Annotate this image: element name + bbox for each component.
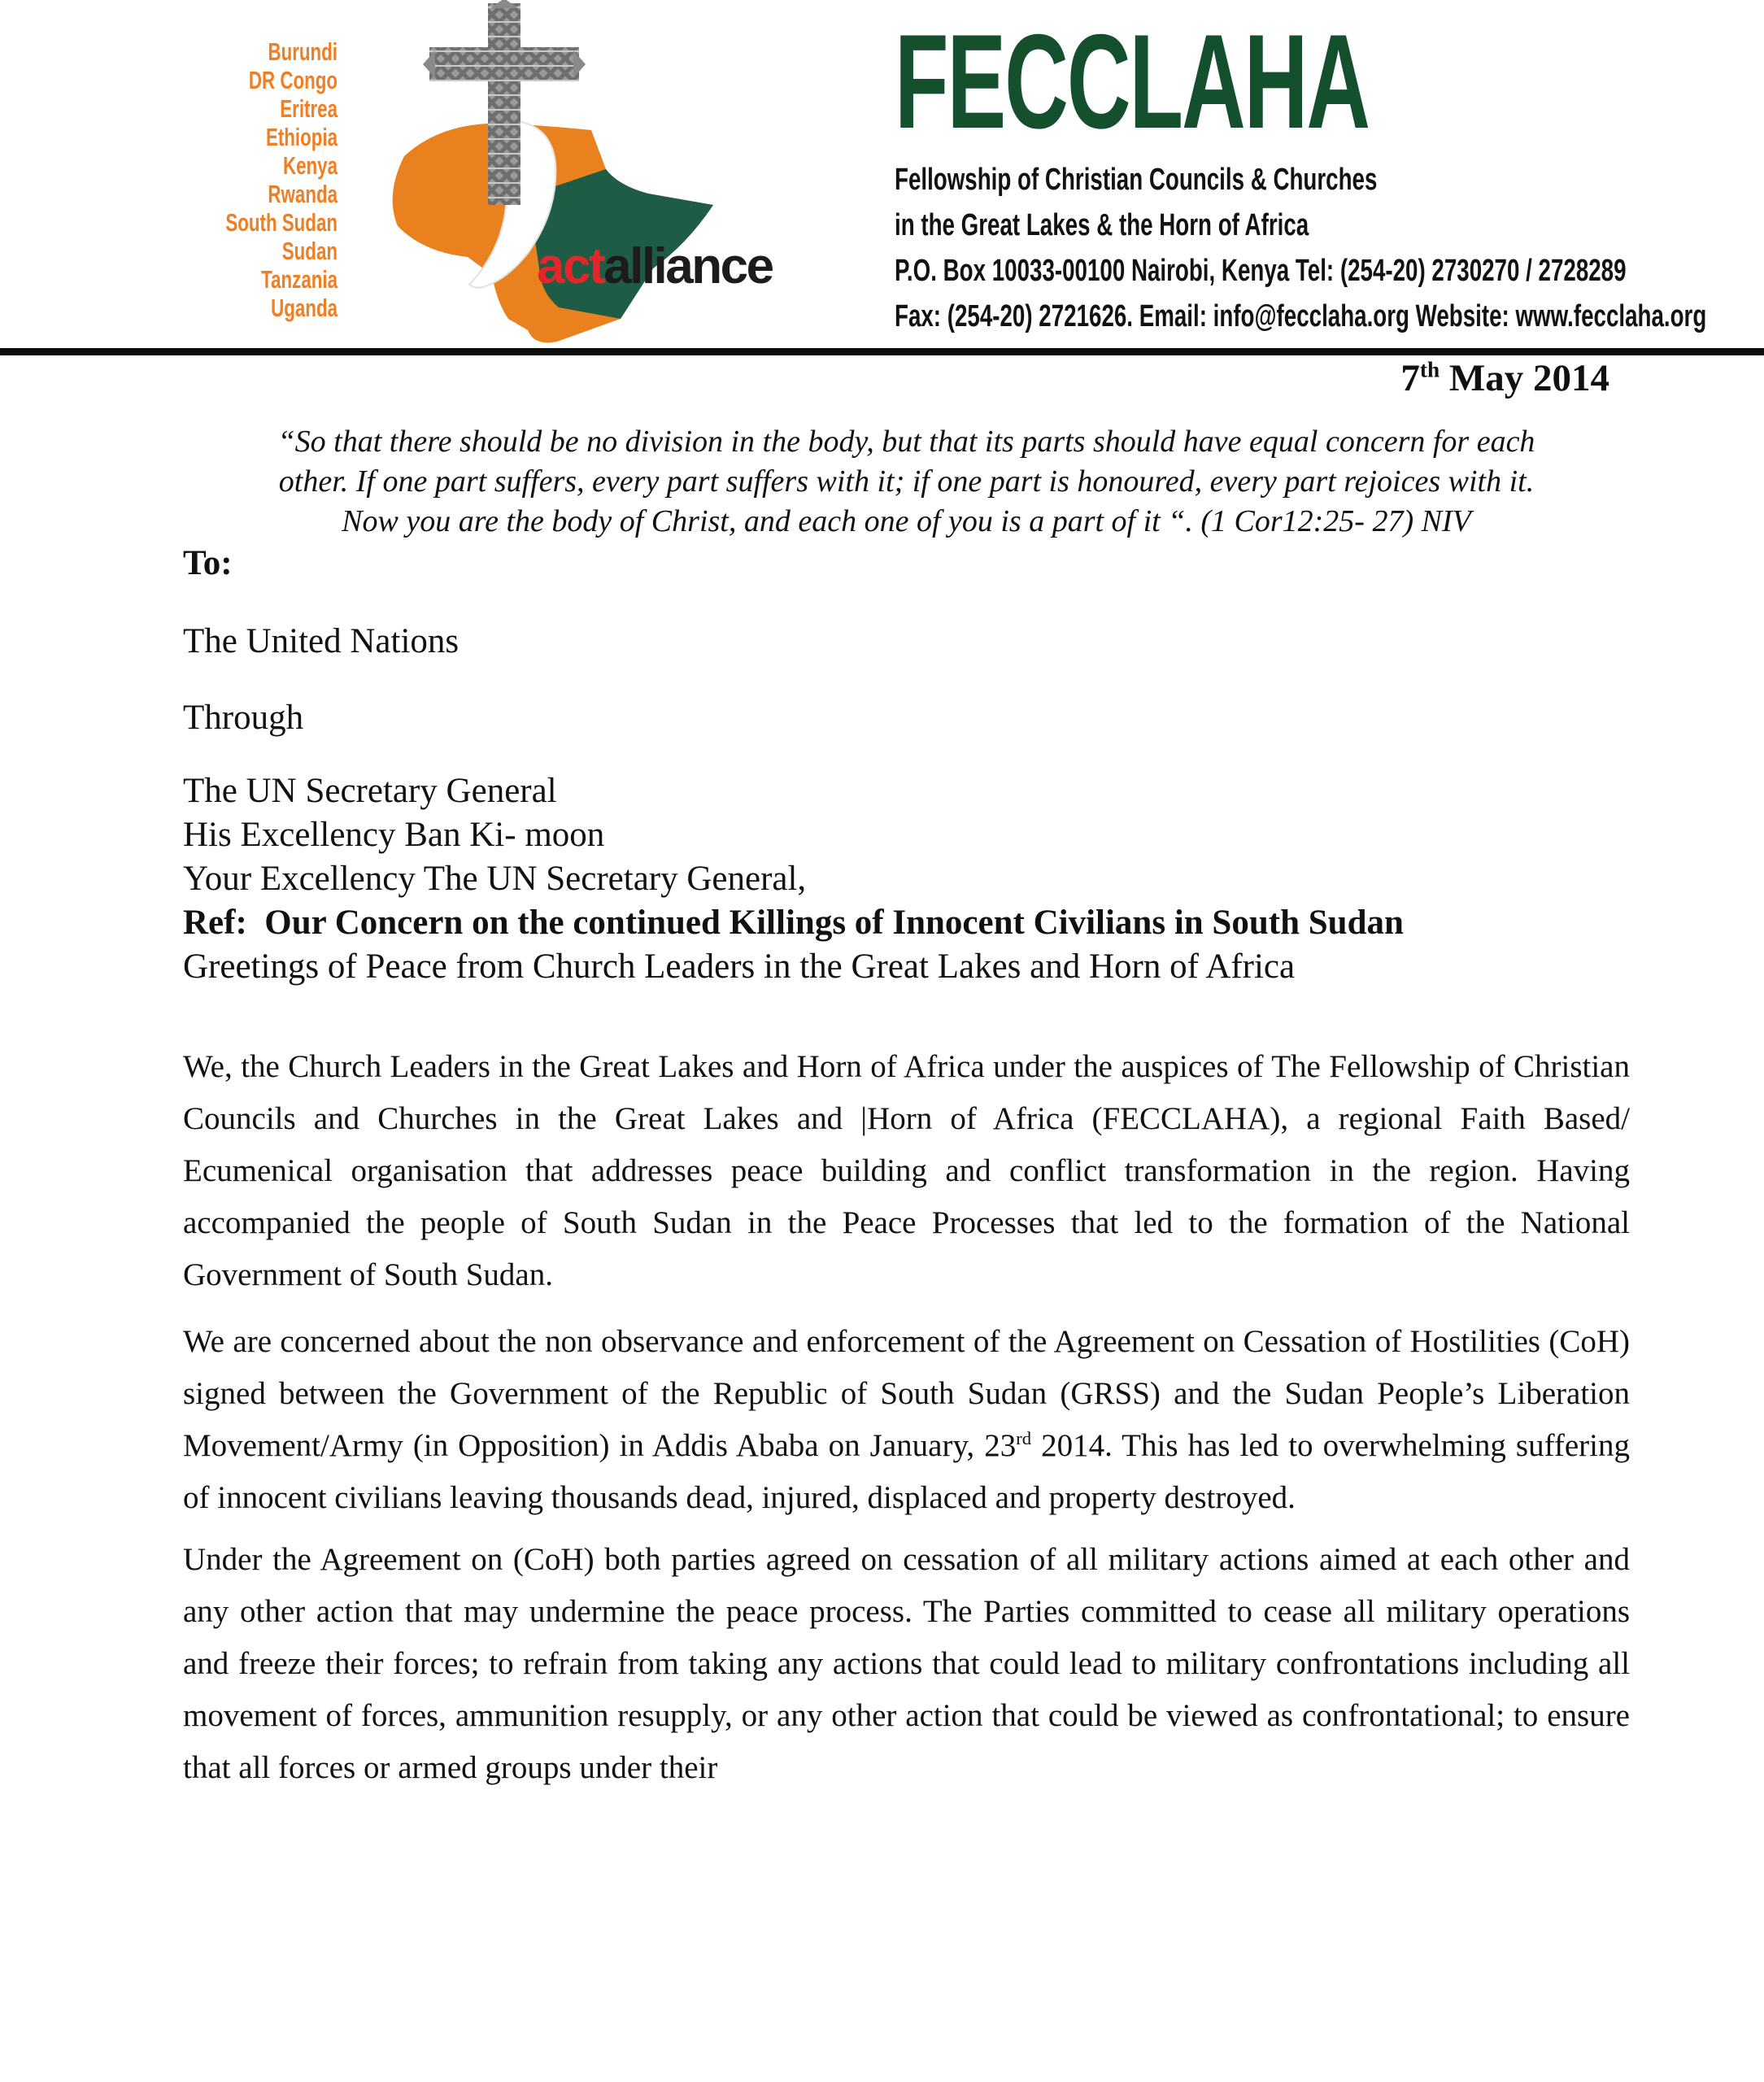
country-label: Sudan [281, 237, 338, 265]
recipient-line: The United Nations [183, 622, 460, 660]
date-ordinal-suffix: rd [1016, 1428, 1032, 1448]
org-name-line1: Fellowship of Christian Councils & Churches [895, 163, 1378, 197]
actalliance-wordmark [537, 237, 773, 295]
org-address-line: P.O. Box 10033-00100 Nairobi, Kenya Tel: (254-20) 2730270 / 2728289 [895, 254, 1627, 288]
paragraph-3: Under the Agreement on (CoH) both parties agreed on cessation of all military actions aimed at each other and any other action that may undermine the peace process. The Parties committed to cease all military operations and freeze their forces; to refrain from taking any actions that could lead to military confrontations including all movement of forces, ammunition resupply, or any other action that could be viewed as confrontational; to ensure that all forces or armed groups under their [183, 1542, 1630, 1785]
paragraph-1: We, the Church Leaders in the Great Lakes and Horn of Africa under the auspices of The Fellowship of Christian Councils and Churches in the Great Lakes and |Horn of Africa (FECCLAHA), a regional Faith Based/ Ecumenical organisation that addresses peace building and conflict transformation in the region. Having accompanied the people of South Sudan in the Peace Processes that led to the formation of the National Government of South Sudan. [183, 1049, 1630, 1292]
recipient-line: His Excellency Ban Ki- moon [183, 816, 605, 854]
country-label: Eritrea [280, 94, 338, 123]
quote-line: “So that there should be no division in the body, but that its parts should have equal concern for each [277, 425, 1535, 459]
country-label: Uganda [271, 294, 338, 322]
date-line [183, 355, 1630, 401]
quote-line: other. If one part suffers, every part suffers with it; if one part is honoured, every part rejoices with it. [278, 464, 1535, 499]
org-identity-block [895, 7, 1764, 339]
quote-line: Now you are the body of Christ, and each one of you is a part of it “. (1 Cor12:25- 27) NIV [342, 504, 1471, 538]
date-ordinal-suffix: th [1419, 357, 1440, 382]
date-day: 7 [1400, 357, 1420, 399]
paragraph-2 [183, 1316, 1630, 1524]
scripture-quote [183, 422, 1630, 542]
paragraph-2-text: We are concerned about the non observance and enforcement of the Agreement on Cessation of Hostilities (CoH) signed between the Government of the Republic of South Sudan (GRSS) and the Sudan People’s Liberation Movement/Army (in Opposition) in Addis Ababa on January, 23 [183, 1324, 1630, 1463]
to-label: To: [183, 544, 233, 582]
country-label: South Sudan [225, 208, 338, 237]
country-label: Burundi [268, 37, 338, 66]
country-label: Kenya [283, 151, 338, 180]
alliance-text: alliance [603, 238, 773, 294]
greeting-line: Greetings of Peace from Church Leaders in the Great Lakes and Horn of Africa [183, 947, 1296, 986]
salutation-line: Your Excellency The UN Secretary General, [183, 860, 807, 898]
date-rest: May 2014 [1440, 357, 1609, 399]
country-label: Rwanda [268, 180, 338, 208]
act-text: act [537, 238, 604, 294]
org-name-line2: in the Great Lakes & the Horn of Africa [895, 208, 1309, 242]
recipient-line: The UN Secretary General [183, 772, 557, 810]
letter-body [0, 355, 1764, 1794]
paragraph-2-text: 2014. This has led to overwhelming suffering of innocent civilians leaving thousands dead, injured, displaced and property destroyed. [183, 1428, 1630, 1515]
recipient-line: Through [183, 699, 304, 737]
org-details [895, 157, 1764, 339]
letterhead-divider-rule [0, 348, 1764, 355]
ref-subject-line: Ref: Our Concern on the continued Killings of Innocent Civilians in South Sudan [183, 904, 1404, 942]
country-label: DR Congo [248, 66, 338, 94]
org-acronym: FECCLAHA [895, 7, 1370, 156]
country-label: Tanzania [261, 265, 338, 294]
recipient-block [183, 620, 1630, 857]
fecclaha-africa-logo [346, 0, 825, 348]
member-countries-list [220, 37, 338, 322]
letterhead [0, 0, 1764, 348]
country-label: Ethiopia [265, 123, 338, 151]
org-contact-line: Fax: (254-20) 2721626. Email: info@fecclaha.org Website: www.fecclaha.org [895, 299, 1707, 333]
